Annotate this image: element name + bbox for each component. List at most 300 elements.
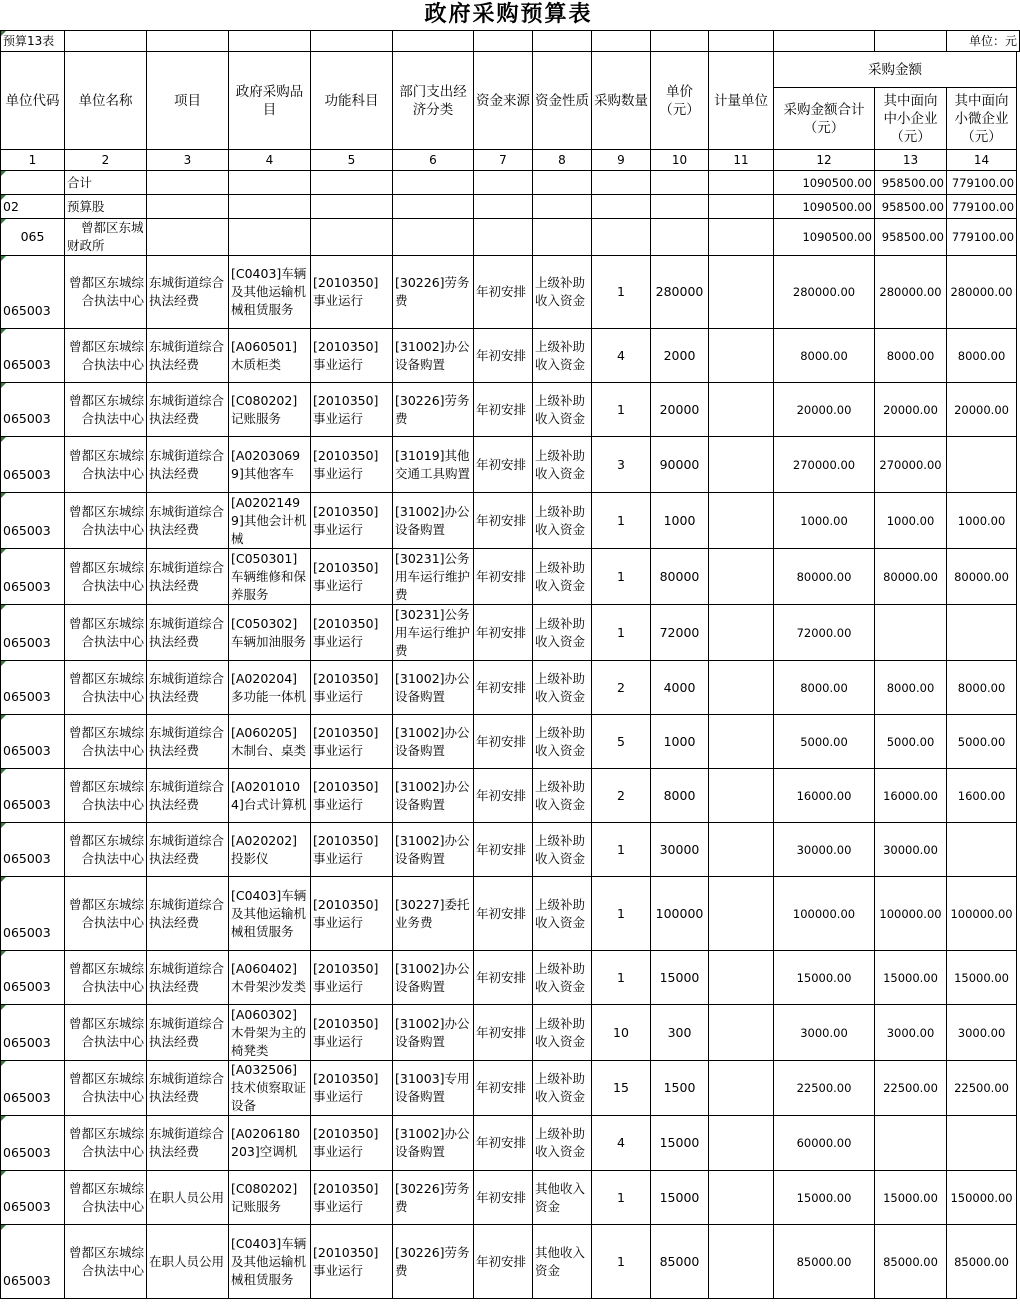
row-catalog: [A02021499]其他会计机械	[229, 493, 311, 549]
row-fund-nature: 上级补助收入资金	[533, 877, 592, 951]
column-number: 12	[774, 150, 875, 171]
table-row	[1, 823, 1020, 877]
row-measure	[709, 256, 774, 329]
row-unit-code: 065003	[1, 661, 65, 715]
row-measure	[709, 437, 774, 493]
row-measure	[709, 715, 774, 769]
row-quantity: 4	[592, 329, 651, 383]
page-title: 政府采购预算表	[1, 0, 1017, 31]
row-unit-code: 065003	[1, 769, 65, 823]
column-number: 6	[393, 150, 474, 171]
header-measure: 计量单位	[709, 52, 774, 150]
row-amount-sme: 100000.00	[875, 877, 947, 951]
column-number: 14	[947, 150, 1017, 171]
row-econ-class: [31002]办公设备购置	[393, 1005, 474, 1061]
row-fund-nature: 上级补助收入资金	[533, 661, 592, 715]
row-unit-code: 065003	[1, 493, 65, 549]
row-fund-source: 年初安排	[474, 1116, 533, 1171]
row-unit-price: 1000	[651, 715, 709, 769]
column-number: 8	[533, 150, 592, 171]
row-unit-price: 4000	[651, 661, 709, 715]
table-row	[1, 1005, 1020, 1061]
summary-code: 065	[1, 219, 65, 256]
row-unit-code: 065003	[1, 715, 65, 769]
row-func-subject: [2010350]事业运行	[311, 329, 393, 383]
row-catalog: [A02030699]其他客车	[229, 437, 311, 493]
row-project: 东城街道综合执法经费	[147, 605, 229, 661]
row-catalog: [A0206180203]空调机	[229, 1116, 311, 1171]
row-amount-sme	[875, 605, 947, 661]
row-amount-sme: 85000.00	[875, 1225, 947, 1299]
table-row	[1, 951, 1020, 1005]
table-row	[1, 549, 1020, 605]
row-amount-sme: 16000.00	[875, 769, 947, 823]
row-catalog: [A020202]投影仪	[229, 823, 311, 877]
row-amount-total: 8000.00	[774, 661, 875, 715]
row-econ-class: [31002]办公设备购置	[393, 715, 474, 769]
row-unit-name: 曾都区东城综合执法中心	[65, 877, 147, 951]
row-func-subject: [2010350]事业运行	[311, 1005, 393, 1061]
row-measure	[709, 383, 774, 437]
row-amount-total: 270000.00	[774, 437, 875, 493]
row-econ-class: [30226]劳务费	[393, 256, 474, 329]
row-quantity: 1	[592, 877, 651, 951]
column-number: 4	[229, 150, 311, 171]
row-catalog: [A060302]木骨架为主的椅凳类	[229, 1005, 311, 1061]
row-catalog: [C0403]车辆及其他运输机械租赁服务	[229, 1225, 311, 1299]
row-amount-micro: 3000.00	[947, 1005, 1017, 1061]
row-unit-name: 曾都区东城综合执法中心	[65, 661, 147, 715]
row-fund-nature: 上级补助收入资金	[533, 1005, 592, 1061]
row-amount-sme: 80000.00	[875, 549, 947, 605]
row-fund-source: 年初安排	[474, 951, 533, 1005]
row-unit-name: 曾都区东城综合执法中心	[65, 605, 147, 661]
row-fund-nature: 其他收入资金	[533, 1225, 592, 1299]
row-fund-source: 年初安排	[474, 1005, 533, 1061]
row-unit-price: 72000	[651, 605, 709, 661]
row-unit-price: 80000	[651, 549, 709, 605]
row-amount-total: 3000.00	[774, 1005, 875, 1061]
row-amount-micro	[947, 823, 1017, 877]
row-econ-class: [31003]专用设备购置	[393, 1061, 474, 1116]
summary-sme: 958500.00	[875, 195, 947, 219]
row-fund-nature: 上级补助收入资金	[533, 383, 592, 437]
row-amount-sme: 270000.00	[875, 437, 947, 493]
row-quantity: 5	[592, 715, 651, 769]
row-unit-price: 15000	[651, 1171, 709, 1225]
header-quantity: 采购数量	[592, 52, 651, 150]
row-unit-code: 065003	[1, 951, 65, 1005]
row-func-subject: [2010350]事业运行	[311, 1171, 393, 1225]
row-econ-class: [31002]办公设备购置	[393, 951, 474, 1005]
summary-row	[1, 195, 1020, 219]
header-unit-price: 单价（元）	[651, 52, 709, 150]
summary-row	[1, 219, 1020, 256]
row-measure	[709, 1116, 774, 1171]
row-func-subject: [2010350]事业运行	[311, 256, 393, 329]
row-econ-class: [31002]办公设备购置	[393, 823, 474, 877]
row-fund-nature: 上级补助收入资金	[533, 493, 592, 549]
row-catalog: [A060402]木骨架沙发类	[229, 951, 311, 1005]
row-amount-micro: 150000.00	[947, 1171, 1017, 1225]
row-unit-name: 曾都区东城综合执法中心	[65, 1171, 147, 1225]
row-unit-code: 065003	[1, 1061, 65, 1116]
row-project: 东城街道综合执法经费	[147, 329, 229, 383]
row-econ-class: [31002]办公设备购置	[393, 1116, 474, 1171]
row-amount-total: 280000.00	[774, 256, 875, 329]
row-quantity: 2	[592, 661, 651, 715]
summary-sme: 958500.00	[875, 219, 947, 256]
row-unit-price: 280000	[651, 256, 709, 329]
row-quantity: 1	[592, 951, 651, 1005]
row-unit-code: 065003	[1, 1116, 65, 1171]
row-amount-micro: 8000.00	[947, 661, 1017, 715]
row-measure	[709, 877, 774, 951]
row-unit-price: 300	[651, 1005, 709, 1061]
row-fund-nature: 上级补助收入资金	[533, 549, 592, 605]
row-fund-nature: 上级补助收入资金	[533, 329, 592, 383]
summary-row	[1, 171, 1020, 195]
sheet-id: 预算13表	[1, 31, 65, 52]
row-amount-total: 72000.00	[774, 605, 875, 661]
row-fund-nature: 上级补助收入资金	[533, 823, 592, 877]
row-fund-source: 年初安排	[474, 549, 533, 605]
row-project: 东城街道综合执法经费	[147, 549, 229, 605]
row-catalog: [A060501]木质柜类	[229, 329, 311, 383]
row-project: 东城街道综合执法经费	[147, 437, 229, 493]
table-row	[1, 437, 1020, 493]
row-amount-micro: 5000.00	[947, 715, 1017, 769]
row-econ-class: [31002]办公设备购置	[393, 661, 474, 715]
row-unit-price: 8000	[651, 769, 709, 823]
row-func-subject: [2010350]事业运行	[311, 1116, 393, 1171]
row-unit-name: 曾都区东城综合执法中心	[65, 1116, 147, 1171]
row-unit-price: 15000	[651, 951, 709, 1005]
row-unit-code: 065003	[1, 256, 65, 329]
column-number: 5	[311, 150, 393, 171]
row-econ-class: [30231]公务用车运行维护费	[393, 605, 474, 661]
column-number: 10	[651, 150, 709, 171]
row-unit-price: 2000	[651, 329, 709, 383]
row-unit-name: 曾都区东城综合执法中心	[65, 549, 147, 605]
row-amount-sme: 5000.00	[875, 715, 947, 769]
row-fund-source: 年初安排	[474, 605, 533, 661]
row-catalog: [A032506]技术侦察取证设备	[229, 1061, 311, 1116]
row-fund-nature: 上级补助收入资金	[533, 1061, 592, 1116]
row-amount-sme: 280000.00	[875, 256, 947, 329]
table-row	[1, 1171, 1020, 1225]
row-amount-micro: 85000.00	[947, 1225, 1017, 1299]
row-fund-nature: 上级补助收入资金	[533, 605, 592, 661]
row-func-subject: [2010350]事业运行	[311, 661, 393, 715]
column-number: 1	[1, 150, 65, 171]
row-unit-price: 1000	[651, 493, 709, 549]
row-func-subject: [2010350]事业运行	[311, 383, 393, 437]
row-unit-price: 20000	[651, 383, 709, 437]
row-econ-class: [31002]办公设备购置	[393, 329, 474, 383]
row-catalog: [C0403]车辆及其他运输机械租赁服务	[229, 877, 311, 951]
header-fund-nature: 资金性质	[533, 52, 592, 150]
table-row	[1, 1061, 1020, 1116]
row-quantity: 2	[592, 769, 651, 823]
table-row	[1, 256, 1020, 329]
row-catalog: [A02010104]台式计算机	[229, 769, 311, 823]
row-econ-class: [30231]公务用车运行维护费	[393, 549, 474, 605]
row-fund-source: 年初安排	[474, 1225, 533, 1299]
header-project: 项目	[147, 52, 229, 150]
row-unit-code: 065003	[1, 437, 65, 493]
row-project: 东城街道综合执法经费	[147, 769, 229, 823]
row-quantity: 1	[592, 823, 651, 877]
row-func-subject: [2010350]事业运行	[311, 769, 393, 823]
row-catalog: [C080202]记账服务	[229, 1171, 311, 1225]
row-fund-source: 年初安排	[474, 877, 533, 951]
row-project: 东城街道综合执法经费	[147, 661, 229, 715]
row-project: 在职人员公用	[147, 1171, 229, 1225]
row-amount-sme: 20000.00	[875, 383, 947, 437]
row-measure	[709, 1005, 774, 1061]
row-func-subject: [2010350]事业运行	[311, 1225, 393, 1299]
row-unit-name: 曾都区东城综合执法中心	[65, 437, 147, 493]
row-unit-name: 曾都区东城综合执法中心	[65, 329, 147, 383]
summary-name: 合计	[65, 171, 147, 195]
header-catalog: 政府采购品目	[229, 52, 311, 150]
row-econ-class: [30226]劳务费	[393, 1225, 474, 1299]
row-quantity: 1	[592, 1171, 651, 1225]
row-project: 东城街道综合执法经费	[147, 493, 229, 549]
row-project: 东城街道综合执法经费	[147, 1005, 229, 1061]
column-number: 13	[875, 150, 947, 171]
row-econ-class: [31019]其他交通工具购置	[393, 437, 474, 493]
row-func-subject: [2010350]事业运行	[311, 605, 393, 661]
row-fund-nature: 上级补助收入资金	[533, 715, 592, 769]
header-unit-code: 单位代码	[1, 52, 65, 150]
row-quantity: 1	[592, 605, 651, 661]
row-quantity: 1	[592, 493, 651, 549]
row-project: 东城街道综合执法经费	[147, 951, 229, 1005]
row-func-subject: [2010350]事业运行	[311, 715, 393, 769]
row-project: 东城街道综合执法经费	[147, 823, 229, 877]
row-project: 东城街道综合执法经费	[147, 715, 229, 769]
row-unit-price: 85000	[651, 1225, 709, 1299]
header-func-subject: 功能科目	[311, 52, 393, 150]
row-unit-name: 曾都区东城综合执法中心	[65, 1005, 147, 1061]
row-quantity: 3	[592, 437, 651, 493]
row-measure	[709, 1225, 774, 1299]
table-row	[1, 1116, 1020, 1171]
summary-name: 预算股	[65, 195, 147, 219]
row-econ-class: [30227]委托业务费	[393, 877, 474, 951]
row-unit-code: 065003	[1, 605, 65, 661]
summary-micro: 779100.00	[947, 195, 1017, 219]
row-catalog: [C080202]记账服务	[229, 383, 311, 437]
row-amount-micro	[947, 437, 1017, 493]
row-amount-sme: 15000.00	[875, 951, 947, 1005]
row-measure	[709, 493, 774, 549]
row-unit-code: 065003	[1, 549, 65, 605]
row-fund-nature: 上级补助收入资金	[533, 951, 592, 1005]
header-unit-name: 单位名称	[65, 52, 147, 150]
row-amount-sme: 8000.00	[875, 329, 947, 383]
row-amount-total: 15000.00	[774, 951, 875, 1005]
row-func-subject: [2010350]事业运行	[311, 1061, 393, 1116]
row-amount-sme	[875, 1116, 947, 1171]
row-amount-micro: 1000.00	[947, 493, 1017, 549]
row-measure	[709, 951, 774, 1005]
summary-code: 02	[1, 195, 65, 219]
row-unit-name: 曾都区东城综合执法中心	[65, 1061, 147, 1116]
row-quantity: 1	[592, 383, 651, 437]
table-row	[1, 661, 1020, 715]
row-amount-total: 5000.00	[774, 715, 875, 769]
row-amount-micro: 280000.00	[947, 256, 1017, 329]
row-amount-micro	[947, 605, 1017, 661]
summary-total: 1090500.00	[774, 219, 875, 256]
table-row	[1, 769, 1020, 823]
row-unit-code: 065003	[1, 383, 65, 437]
table-row	[1, 605, 1020, 661]
row-func-subject: [2010350]事业运行	[311, 951, 393, 1005]
row-project: 东城街道综合执法经费	[147, 256, 229, 329]
row-unit-name: 曾都区东城综合执法中心	[65, 951, 147, 1005]
row-amount-total: 100000.00	[774, 877, 875, 951]
row-amount-micro: 15000.00	[947, 951, 1017, 1005]
row-fund-source: 年初安排	[474, 493, 533, 549]
row-catalog: [A020204]多功能一体机	[229, 661, 311, 715]
row-unit-name: 曾都区东城综合执法中心	[65, 493, 147, 549]
header-fund-source: 资金来源	[474, 52, 533, 150]
row-econ-class: [31002]办公设备购置	[393, 493, 474, 549]
row-project: 在职人员公用	[147, 1225, 229, 1299]
row-project: 东城街道综合执法经费	[147, 1116, 229, 1171]
column-number: 7	[474, 150, 533, 171]
row-project: 东城街道综合执法经费	[147, 877, 229, 951]
row-amount-micro: 8000.00	[947, 329, 1017, 383]
row-fund-source: 年初安排	[474, 715, 533, 769]
table-row	[1, 383, 1020, 437]
row-amount-micro: 20000.00	[947, 383, 1017, 437]
row-measure	[709, 1061, 774, 1116]
row-amount-sme: 1000.00	[875, 493, 947, 549]
row-quantity: 4	[592, 1116, 651, 1171]
summary-total: 1090500.00	[774, 171, 875, 195]
row-amount-total: 16000.00	[774, 769, 875, 823]
row-quantity: 15	[592, 1061, 651, 1116]
row-amount-micro: 100000.00	[947, 877, 1017, 951]
row-measure	[709, 1171, 774, 1225]
row-measure	[709, 769, 774, 823]
row-catalog: [C050301]车辆维修和保养服务	[229, 549, 311, 605]
row-unit-price: 90000	[651, 437, 709, 493]
summary-total: 1090500.00	[774, 195, 875, 219]
row-amount-micro	[947, 1116, 1017, 1171]
row-unit-code: 065003	[1, 1005, 65, 1061]
row-unit-name: 曾都区东城综合执法中心	[65, 823, 147, 877]
column-number: 3	[147, 150, 229, 171]
table-row	[1, 329, 1020, 383]
row-amount-total: 8000.00	[774, 329, 875, 383]
row-unit-name: 曾都区东城综合执法中心	[65, 256, 147, 329]
row-fund-nature: 其他收入资金	[533, 1171, 592, 1225]
row-unit-code: 065003	[1, 823, 65, 877]
row-measure	[709, 823, 774, 877]
row-unit-price: 30000	[651, 823, 709, 877]
unit-label: 单位：元	[947, 31, 1020, 52]
row-unit-name: 曾都区东城综合执法中心	[65, 383, 147, 437]
row-catalog: [C050302]车辆加油服务	[229, 605, 311, 661]
row-econ-class: [30226]劳务费	[393, 383, 474, 437]
row-unit-price: 1500	[651, 1061, 709, 1116]
row-unit-name: 曾都区东城综合执法中心	[65, 1225, 147, 1299]
row-func-subject: [2010350]事业运行	[311, 549, 393, 605]
summary-name: 曾都区东城财政所	[65, 219, 147, 256]
row-catalog: [A060205]木制台、桌类	[229, 715, 311, 769]
row-func-subject: [2010350]事业运行	[311, 437, 393, 493]
column-number: 2	[65, 150, 147, 171]
row-unit-code: 065003	[1, 877, 65, 951]
row-amount-micro: 22500.00	[947, 1061, 1017, 1116]
row-func-subject: [2010350]事业运行	[311, 823, 393, 877]
summary-code	[1, 171, 65, 195]
row-fund-nature: 上级补助收入资金	[533, 769, 592, 823]
row-amount-sme: 30000.00	[875, 823, 947, 877]
row-project: 东城街道综合执法经费	[147, 383, 229, 437]
row-amount-total: 1000.00	[774, 493, 875, 549]
table-row	[1, 877, 1020, 951]
row-fund-nature: 上级补助收入资金	[533, 1116, 592, 1171]
row-unit-name: 曾都区东城综合执法中心	[65, 769, 147, 823]
table-row	[1, 493, 1020, 549]
header-econ-class: 部门支出经济分类	[393, 52, 474, 150]
row-fund-source: 年初安排	[474, 1171, 533, 1225]
column-number: 9	[592, 150, 651, 171]
row-project: 东城街道综合执法经费	[147, 1061, 229, 1116]
row-unit-code: 065003	[1, 329, 65, 383]
row-catalog: [C0403]车辆及其他运输机械租赁服务	[229, 256, 311, 329]
row-quantity: 10	[592, 1005, 651, 1061]
header-amount-sme: 其中面向中小企业（元）	[875, 88, 947, 150]
table-row	[1, 1225, 1020, 1299]
row-amount-total: 15000.00	[774, 1171, 875, 1225]
row-amount-total: 22500.00	[774, 1061, 875, 1116]
summary-sme: 958500.00	[875, 171, 947, 195]
row-func-subject: [2010350]事业运行	[311, 493, 393, 549]
row-fund-source: 年初安排	[474, 383, 533, 437]
row-fund-source: 年初安排	[474, 329, 533, 383]
row-measure	[709, 661, 774, 715]
row-fund-source: 年初安排	[474, 823, 533, 877]
row-unit-name: 曾都区东城综合执法中心	[65, 715, 147, 769]
row-amount-total: 20000.00	[774, 383, 875, 437]
row-amount-micro: 1600.00	[947, 769, 1017, 823]
row-func-subject: [2010350]事业运行	[311, 877, 393, 951]
column-number: 11	[709, 150, 774, 171]
row-amount-sme: 3000.00	[875, 1005, 947, 1061]
row-amount-total: 80000.00	[774, 549, 875, 605]
column-number-row	[1, 150, 1020, 171]
header-amount-micro: 其中面向小微企业（元）	[947, 88, 1017, 150]
row-amount-micro: 80000.00	[947, 549, 1017, 605]
row-amount-sme: 15000.00	[875, 1171, 947, 1225]
row-measure	[709, 329, 774, 383]
row-amount-total: 60000.00	[774, 1116, 875, 1171]
header-amount-total: 采购金额合计（元）	[774, 88, 875, 150]
row-measure	[709, 605, 774, 661]
row-quantity: 1	[592, 256, 651, 329]
row-fund-source: 年初安排	[474, 661, 533, 715]
row-quantity: 1	[592, 549, 651, 605]
table-row	[1, 715, 1020, 769]
